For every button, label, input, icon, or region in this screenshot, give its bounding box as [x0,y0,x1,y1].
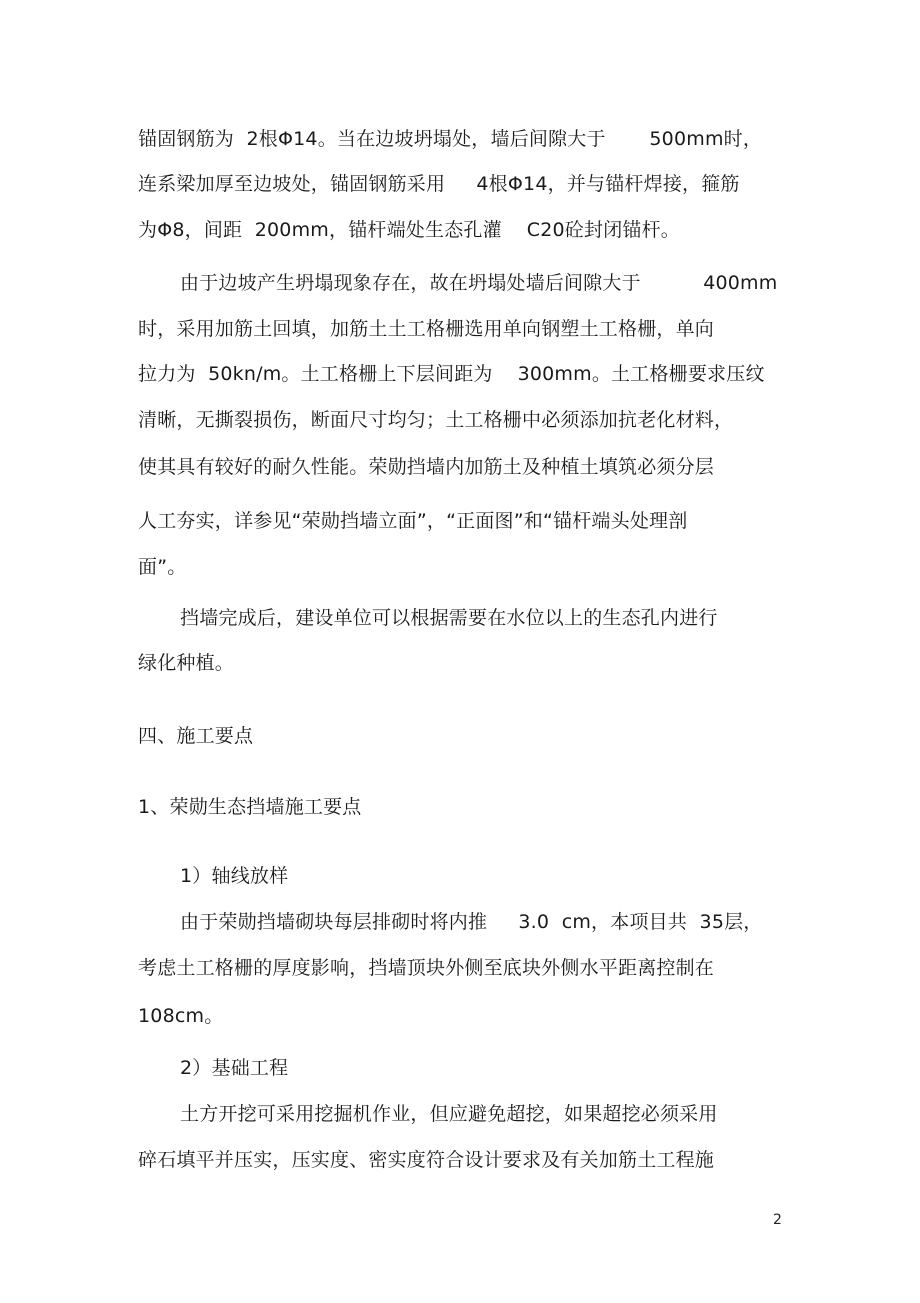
body-text-line: 清晰，无撕裂损伤，断面尺寸均匀；土工格栅中必须添加抗老化材料， [138,409,734,431]
body-text-line: 使其具有较好的耐久性能。荣勋挡墙内加筋土及种植土填筑必须分层 [138,456,715,478]
body-text-line: 为Φ8，间距 200mm，锚杆端处生态孔灌 C20砼封闭锚杆。 [138,219,681,241]
section-heading: 四、施工要点 [138,725,254,747]
body-text-line: 面”。 [138,556,187,578]
body-text-line: 考虑土工格栅的厚度影响，挡墙顶块外侧至底块外侧水平距离控制在 [138,957,715,979]
body-text-line: 绿化种植。 [138,652,235,674]
item-heading: 2）基础工程 [180,1057,289,1079]
item-heading: 1）轴线放样 [180,865,289,887]
body-text-line: 土方开挖可采用挖掘机作业，但应避免超挖，如果超挖必须采用 [180,1103,718,1125]
body-text-line: 由于荣勋挡墙砌块每层排砌时将内推 3.0 cm，本项目共 35层， [180,911,763,933]
body-text-line: 碎石填平并压实，压实度、密实度符合设计要求及有关加筋土工程施 [138,1149,715,1171]
body-text-line: 锚固钢筋为 2根Φ14。当在边坡坍塌处，墙后间隙大于 500mm时， [138,128,763,150]
body-text-line: 连系梁加厚至边坡处，锚固钢筋采用 4根Φ14，并与锚杆焊接，箍筋 [138,173,740,195]
body-text-line: 时，采用加筋土回填，加筋土土工格栅选用单向钢塑土工格栅，单向 [138,318,715,340]
body-text-line: 人工夯实，详参见“荣勋挡墙立面”，“正面图”和“锚杆端头处理剖 [138,510,688,532]
page-number: 2 [773,1212,782,1228]
body-text-line: 108cm。 [138,1005,224,1027]
subsection-heading: 1、荣勋生态挡墙施工要点 [138,796,362,818]
body-text-line: 拉力为 50kn/m。土工格栅上下层间距为 300mm。土工格栅要求压纹 [138,363,765,385]
body-text-line: 挡墙完成后，建设单位可以根据需要在水位以上的生态孔内进行 [180,607,718,629]
body-text-line: 由于边坡产生坍塌现象存在，故在坍塌处墙后间隙大于 400mm [180,272,778,294]
